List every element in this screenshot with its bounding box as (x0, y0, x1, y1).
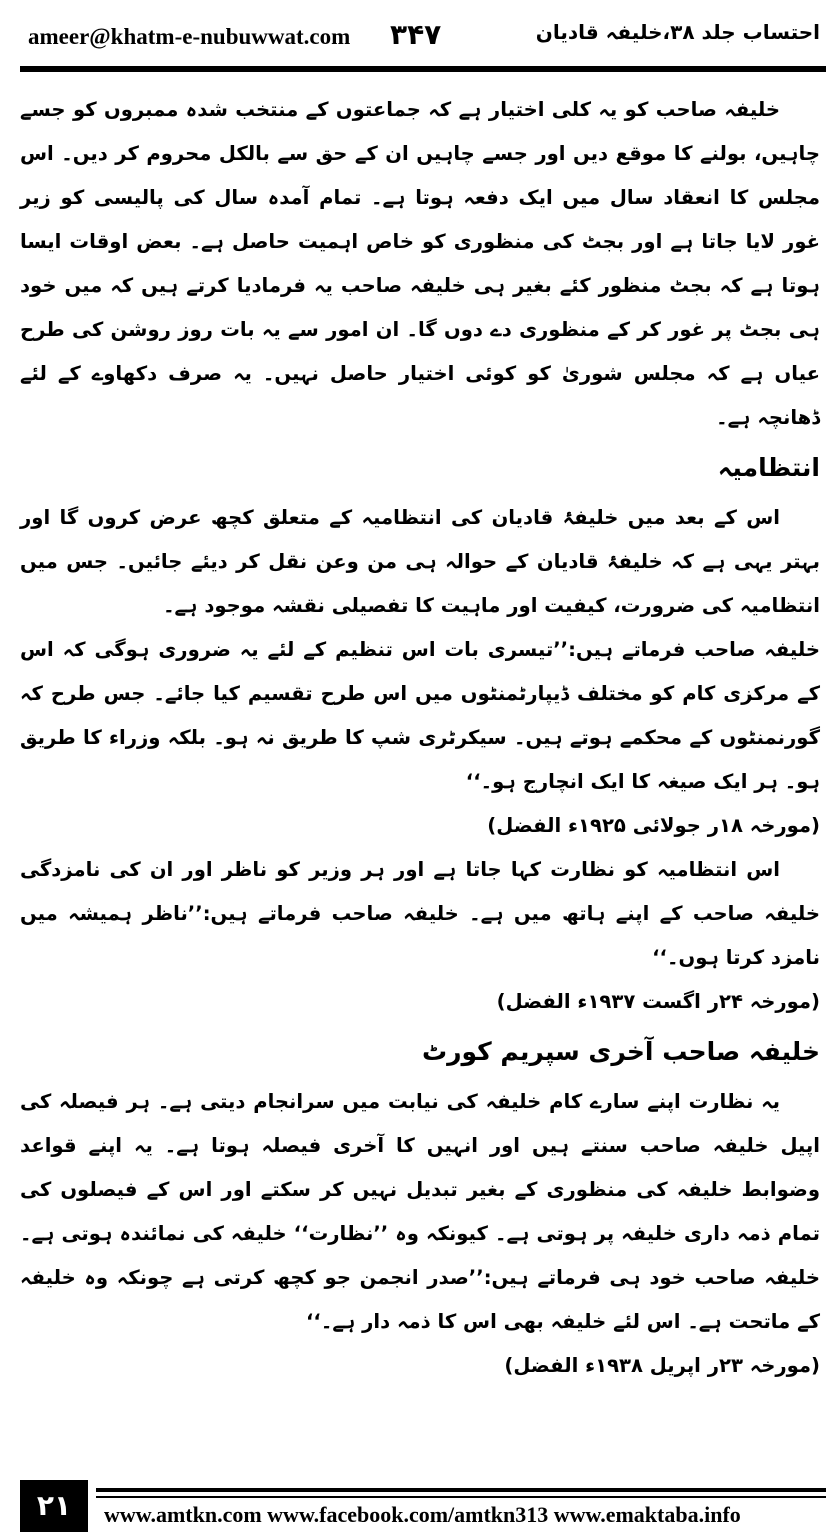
header-running-title: احتساب جلد ۳۸،خلیفہ قادیان (535, 20, 820, 44)
footer-website-links[interactable]: www.amtkn.com www.facebook.com/amtkn313 www.emaktaba.info (104, 1502, 741, 1527)
footer-page-number: ۲۱ (20, 1480, 88, 1532)
citation-alfazl-1938: (مورخہ ۲۳ر اپریل ۱۹۳۸ء الفضل) (504, 1354, 820, 1377)
header-rule (20, 66, 826, 72)
paragraph-nazarat: اس انتظامیہ کو نظارت کہا جاتا ہے اور ہر وزیر کو ناظر اور ان کی نامزدگی خلیفہ صاحب کے اپنے ہاتھ میں ہے۔ خلیفہ صاحب فرماتے ہیں:’’ناظر ہمیشہ میں نامزد کرتا ہوں۔‘‘ (20, 858, 820, 969)
footer-rule-thick (96, 1488, 826, 1492)
header-page-number: ۳۴۷ (390, 18, 442, 51)
paragraph-administration-intro: اس کے بعد میں خلیفۂ قادیان کی انتظامیہ کے متعلق کچھ عرض کروں گا اور بہتر یہی ہے کہ خلیفۂ قادیان کے حوالہ ہی من وعن نقل کر دیئے جائیں۔ جس میں انتظامیہ کی ضرورت، کیفیت اور ماہیت کا تفصیلی نقشہ موجود ہے۔ (20, 506, 820, 617)
page-header (28, 16, 820, 62)
citation-alfazl-1925: (مورخہ ۱۸ر جولائی ۱۹۲۵ء الفضل) (487, 814, 820, 837)
section-heading-supreme-court: خلیفہ صاحب آخری سپریم کورٹ (421, 1037, 820, 1066)
page-footer (20, 1480, 826, 1532)
paragraph-shura-authority: خلیفہ صاحب کو یہ کلی اختیار ہے کہ جماعتوں کے منتخب شدہ ممبروں کو جسے چاہیں، بولنے کا موقع دیں اور جسے چاہیں ان کے حق سے بالکل محروم کر دیں۔ اس مجلس کا انعقاد سال میں ایک دفعہ ہوتا ہے۔ تمام آمدہ سال کی پالیسی کو زیر غور لایا جاتا ہے اور بجٹ کی منظوری کو خاص اہمیت حاصل ہے۔ بعض اوقات ایسا ہوتا ہے کہ بجٹ منظور کئے بغیر ہی خلیفہ صاحب یہ فرمادیا کرتے ہیں کہ میں خود ہی بجٹ پر غور کر کے منظوری دے دوں گا۔ ان امور سے یہ بات روز روشن کی طرح عیاں ہے کہ مجلس شوریٰ کو کوئی اختیار حاصل نہیں۔ یہ صرف دکھاوے کے لئے ڈھانچہ ہے۔ (20, 98, 820, 429)
header-email: ameer@khatm-e-nubuwwat.com (28, 24, 351, 49)
page-body (20, 88, 820, 1388)
paragraph-final-authority: یہ نظارت اپنے سارے کام خلیفہ کی نیابت میں سرانجام دیتی ہے۔ ہر فیصلہ کی اپیل خلیفہ صاحب سنتے ہیں اور انہیں کا آخری فیصلہ ہوتا ہے۔ یہ اپنے قواعد وضوابط خلیفہ کی منظوری کے بغیر تبدیل نہیں کر سکتے اور اس کے فیصلوں کی تمام ذمہ داری خلیفہ پر ہوتی ہے۔ کیونکہ وہ ’’نظارت‘‘ خلیفہ کی نمائندہ ہوتی ہے۔ خلیفہ صاحب خود ہی فرماتے ہیں:’’صدر انجمن جو کچھ کرتی ہے چونکہ وہ خلیفہ کے ماتحت ہے۔ اس لئے خلیفہ بھی اس کا ذمہ دار ہے۔‘‘ (20, 1090, 820, 1333)
citation-alfazl-1937: (مورخہ ۲۴ر اگست ۱۹۳۷ء الفضل) (496, 990, 820, 1013)
section-heading-administration: انتظامیہ (717, 453, 820, 482)
paragraph-departments-quote: خلیفہ صاحب فرماتے ہیں:’’تیسری بات اس تنظیم کے لئے یہ ضروری ہوگی کہ اس کے مرکزی کام کو مختلف ڈیپارٹمنٹوں میں اس طرح تقسیم کیا جائے۔ جس طرح کہ گورنمنٹوں کے محکمے ہوتے ہیں۔ سیکرٹری شپ کا طریق نہ ہو۔ بلکہ وزراء کا طریق ہو۔ ہر ایک صیغہ کا ایک انچارج ہو۔‘‘ (20, 638, 820, 793)
footer-rule-thin (96, 1496, 826, 1498)
